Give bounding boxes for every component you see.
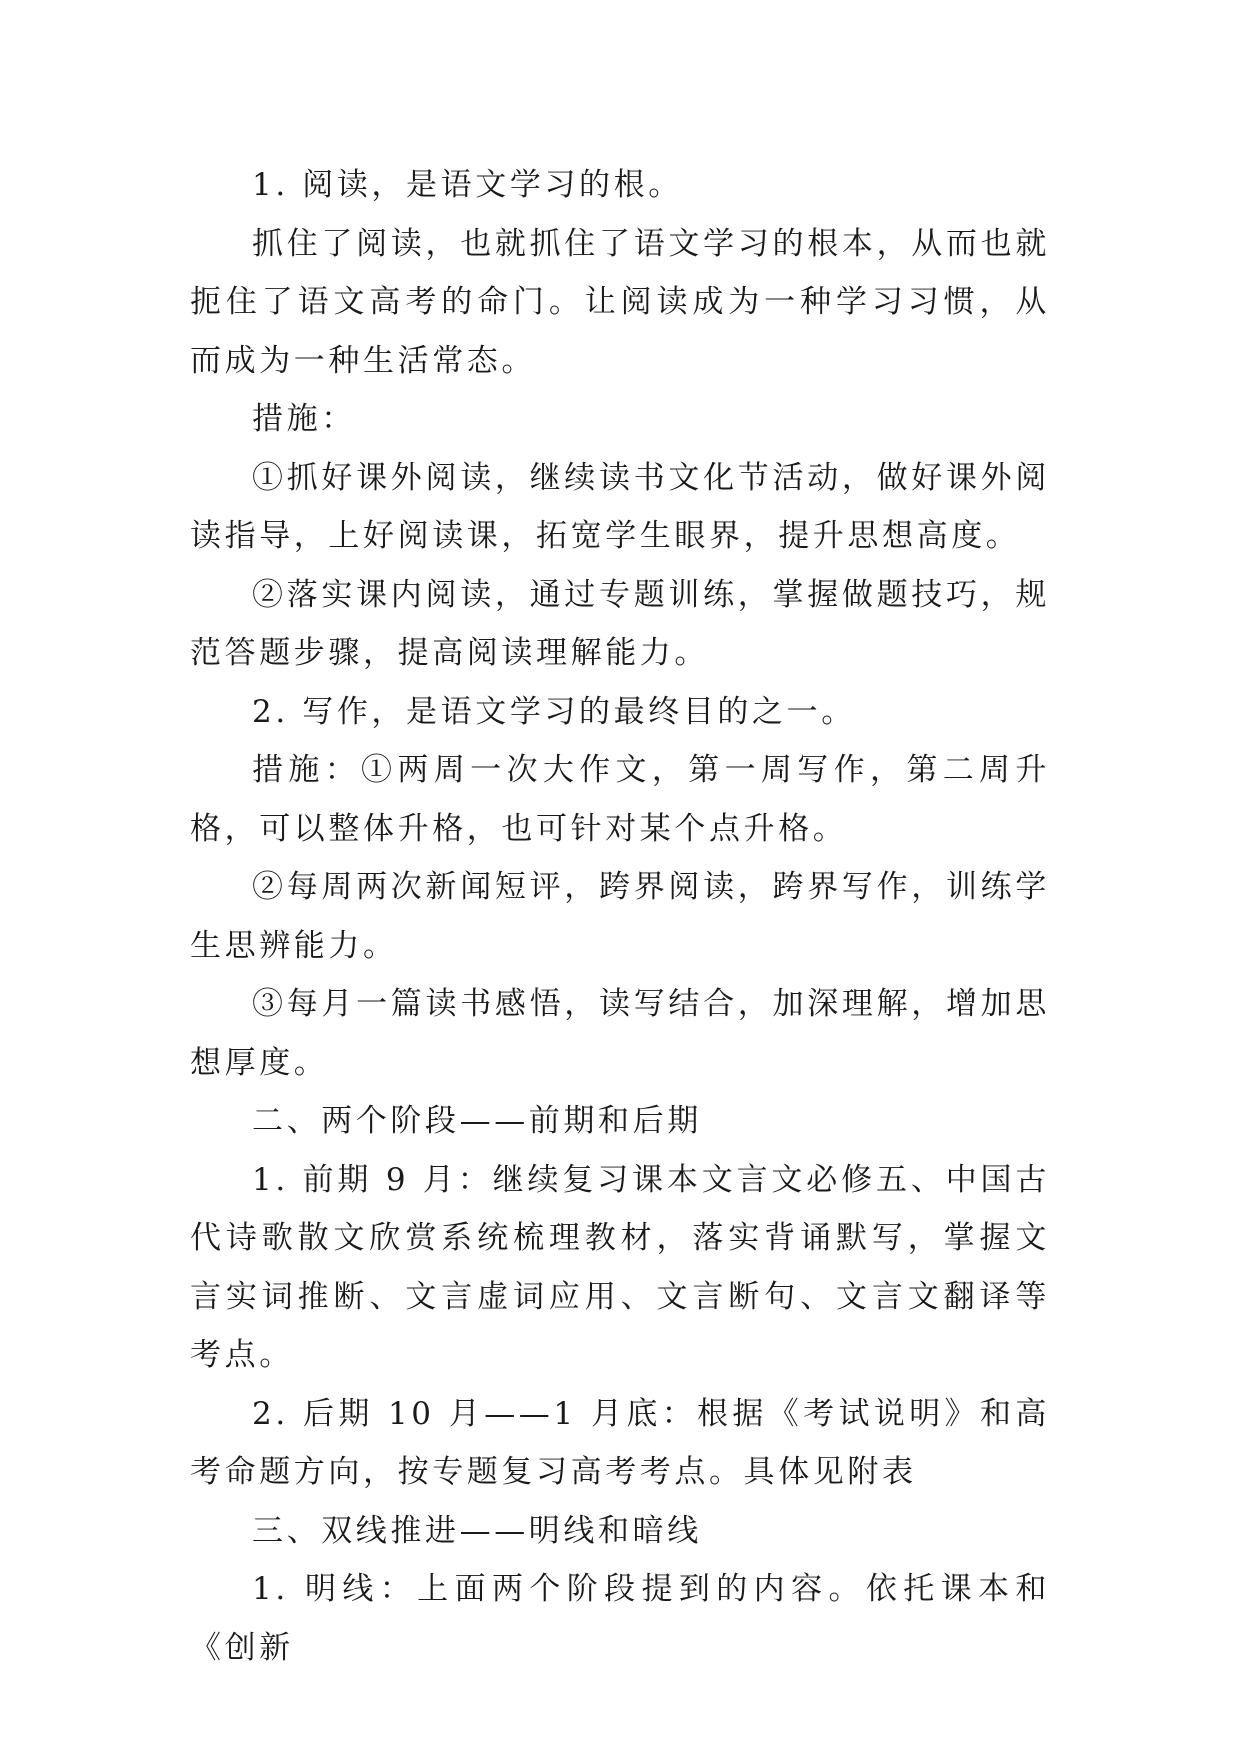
paragraph-reading-measure-1: ①抓好课外阅读，继续读书文化节活动，做好课外阅读指导，上好阅读课，拓宽学生眼界，提升思想高度。 <box>190 459 1050 554</box>
paragraph-writing-measure-2: ②每周两次新闻短评，跨界阅读，跨界写作，训练学生思辨能力。 <box>190 869 1050 964</box>
paragraph-writing-measure-3: ③每月一篇读书感悟，读写结合，加深理解，增加思想厚度。 <box>190 986 1050 1081</box>
paragraph-early-stage: 1. 前期 9 月：继续复习课本文言文必修五、中国古代诗歌散文欣赏系统梳理教材，落实背诵默写，掌握文言实词推断、文言虚词应用、文言断句、文言文翻译等考点。 <box>190 1161 1050 1373</box>
paragraph-late-stage: 2. 后期 10 月——1 月底：根据《考试说明》和高考命题方向，按专题复习高考考点。具体见附表 <box>190 1395 1050 1490</box>
paragraph-reading-heading: 1. 阅读，是语文学习的根。 <box>252 167 683 203</box>
paragraph-writing-measure-1: 措施：①两周一次大作文，第一周写作，第二周升格，可以整体升格，也可针对某个点升格。 <box>190 752 1050 847</box>
paragraph-reading-intro: 抓住了阅读，也就抓住了语文学习的根本，从而也就扼住了语文高考的命门。让阅读成为一种学习习惯，从而成为一种生活常态。 <box>190 225 1050 379</box>
paragraph-explicit-line: 1. 明线：上面两个阶段提到的内容。依托课本和《创新 <box>190 1571 1050 1666</box>
paragraph-measures-label: 措施： <box>252 401 356 437</box>
section-heading-two-stages: 二、两个阶段——前期和后期 <box>252 1103 702 1139</box>
document-body <box>190 156 1050 1677</box>
paragraph-writing-heading: 2. 写作，是语文学习的最终目的之一。 <box>252 693 856 730</box>
section-heading-two-lines: 三、双线推进——明线和暗线 <box>252 1512 702 1549</box>
paragraph-reading-measure-2: ②落实课内阅读，通过专题训练，掌握做题技巧，规范答题步骤，提高阅读理解能力。 <box>190 576 1050 671</box>
